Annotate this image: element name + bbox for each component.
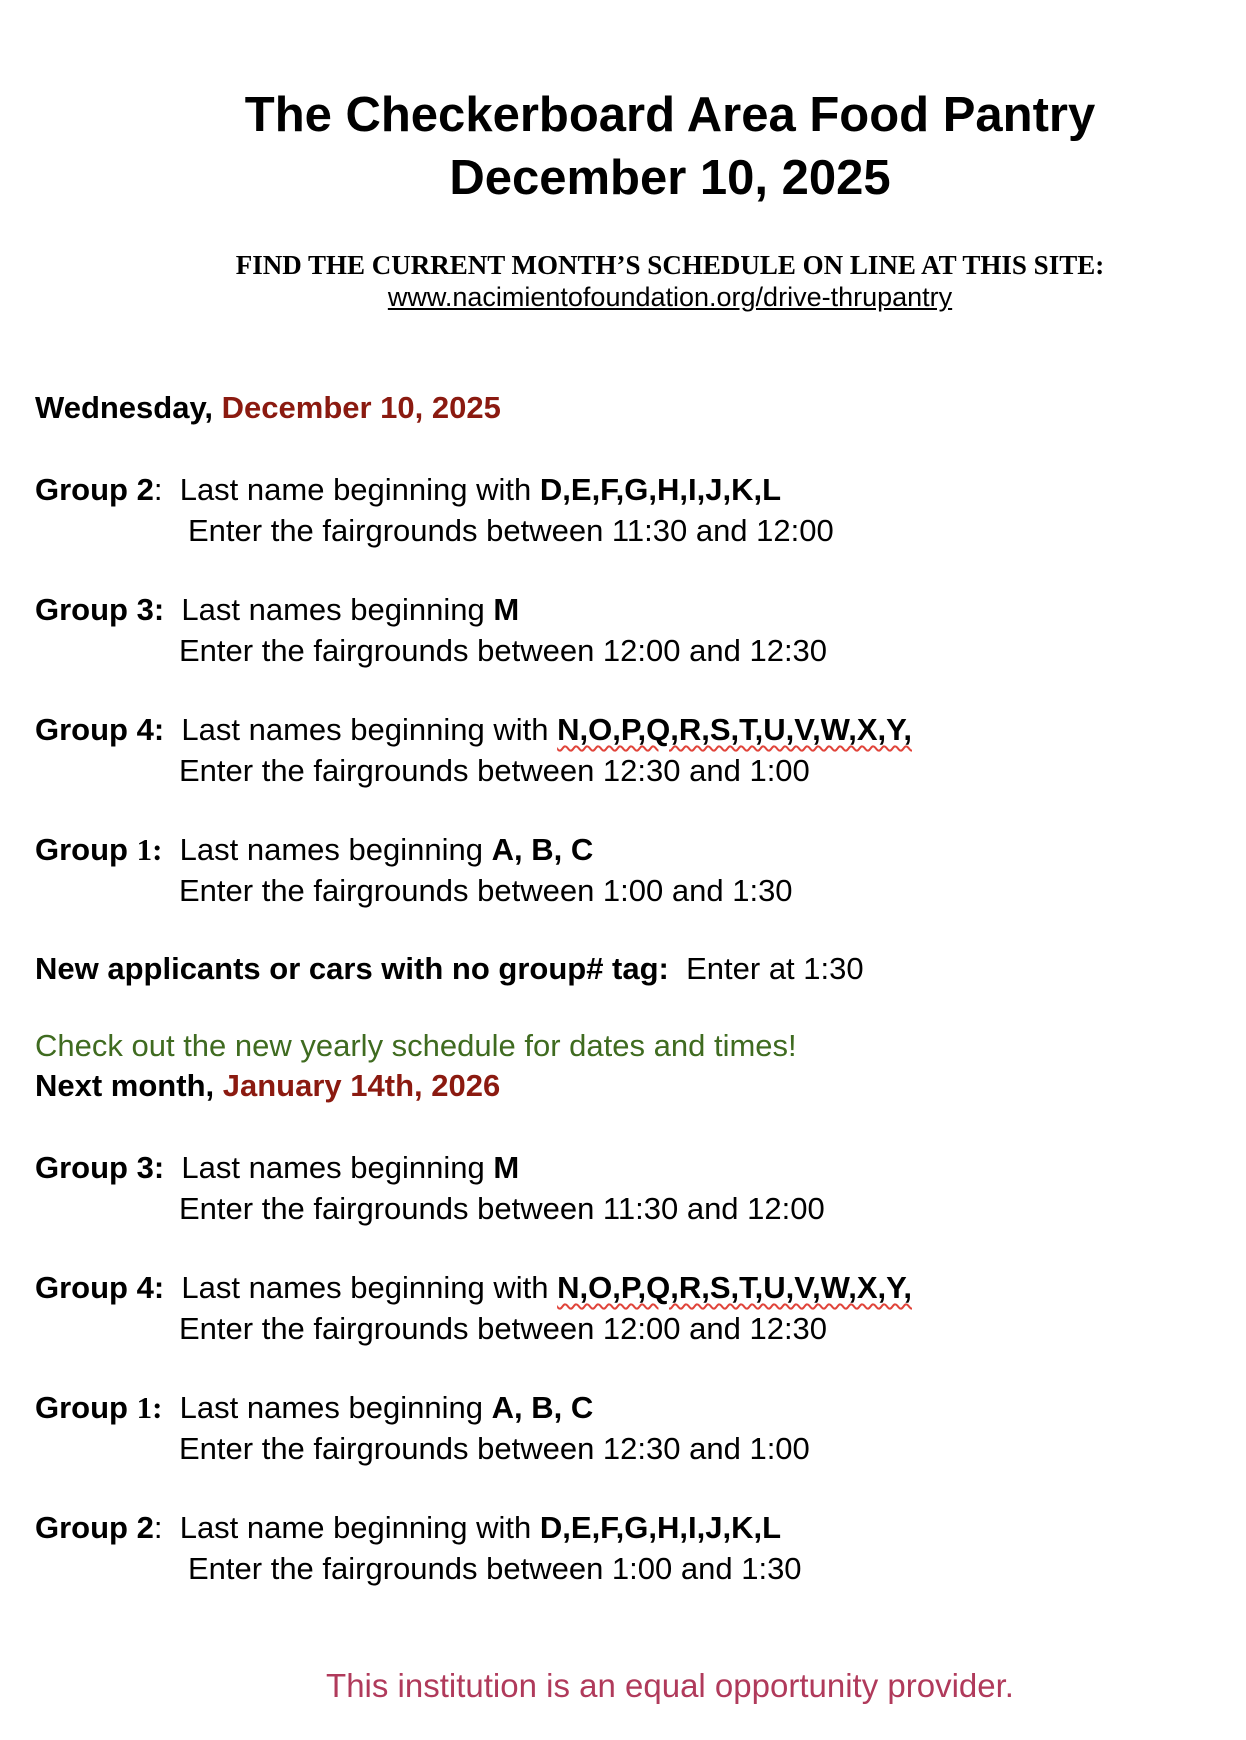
yearly-schedule-note: Check out the new yearly schedule for dates and times! (35, 1028, 797, 1063)
schedule-site-label: FIND THE CURRENT MONTH’S SCHEDULE ON LINE AT THIS SITE: (235, 250, 1105, 280)
group-desc: Last names beginning with (181, 1270, 558, 1305)
group-letters: M (493, 592, 520, 627)
current-date: December 10, 2025 (221, 390, 501, 425)
group-label-number: 1: (136, 1390, 163, 1425)
next-group-1-time: Enter the fairgrounds between 12:30 and 1:00 (179, 1431, 810, 1466)
schedule-site-url[interactable]: www.nacimientofoundation.org/drive-thrupantry (387, 282, 953, 312)
group-letters: A, B, C (491, 832, 594, 867)
next-group-2: Group 2: Last name beginning with D,E,F,G,H,I,J,K,L (35, 1510, 782, 1545)
page-title: The Checkerboard Area Food Pantry (244, 88, 1096, 142)
group-label-word: Group (35, 832, 137, 867)
current-weekday: Wednesday, (35, 390, 214, 425)
group-desc: Last names beginning (181, 592, 494, 627)
next-group-2-time: Enter the fairgrounds between 1:00 and 1:30 (188, 1551, 802, 1586)
next-month-heading (35, 1066, 500, 1106)
current-group-4-time: Enter the fairgrounds between 12:30 and 1:00 (179, 753, 810, 788)
next-month-date: January 14th, 2026 (222, 1068, 501, 1103)
current-group-2-time: Enter the fairgrounds between 11:30 and 12:00 (188, 513, 834, 548)
group-desc: Last name beginning with (179, 1510, 540, 1545)
next-group-1 (35, 1388, 593, 1428)
group-letters: D,E,F,G,H,I,J,K,L (539, 1510, 782, 1545)
group-letters: N,O,P,Q,R,S,T,U,V,W,X,Y, (557, 1270, 912, 1305)
current-group-2: Group 2: Last name beginning with D,E,F,G,H,I,J,K,L (35, 472, 782, 507)
next-group-3-time: Enter the fairgrounds between 11:30 and 12:00 (179, 1191, 825, 1226)
group-desc: Last names beginning (179, 832, 492, 867)
page-date: December 10, 2025 (449, 151, 891, 205)
schedule-site-link[interactable] (0, 280, 1246, 314)
group-label-number: 1: (136, 832, 163, 867)
group-letters: M (493, 1150, 520, 1185)
group-label: Group 2 (35, 472, 154, 507)
group-letters: D,E,F,G,H,I,J,K,L (539, 472, 782, 507)
new-applicants-label: New applicants or cars with no group# tag: (35, 951, 669, 986)
group-desc: Last name beginning with (179, 472, 540, 507)
group-label: Group 3: (35, 592, 165, 627)
next-group-4-time: Enter the fairgrounds between 12:00 and 12:30 (179, 1311, 828, 1346)
current-group-1 (35, 830, 593, 870)
current-group-3 (35, 590, 519, 630)
current-group-3-time: Enter the fairgrounds between 12:00 and 12:30 (179, 633, 828, 668)
current-group-1-time: Enter the fairgrounds between 1:00 and 1:30 (179, 873, 793, 908)
group-desc: Last names beginning (181, 1150, 494, 1185)
new-applicants-value: Enter at 1:30 (686, 951, 864, 986)
next-month-label: Next month, (35, 1068, 215, 1103)
group-desc: Last names beginning (179, 1390, 492, 1425)
group-letters: A, B, C (491, 1390, 594, 1425)
group-label: Group 4: (35, 712, 165, 747)
group-label: Group 3: (35, 1150, 165, 1185)
group-label: Group 4: (35, 1270, 165, 1305)
current-date-heading (35, 388, 501, 428)
new-applicants (35, 949, 864, 989)
group-letters: N,O,P,Q,R,S,T,U,V,W,X,Y, (557, 712, 912, 747)
group-desc: Last names beginning with (181, 712, 558, 747)
current-group-4 (35, 710, 912, 750)
group-label-word: Group (35, 1390, 137, 1425)
equal-opportunity-statement: This institution is an equal opportunity provider. (326, 1667, 1014, 1704)
next-group-4 (35, 1268, 912, 1308)
next-group-3 (35, 1148, 519, 1188)
group-label: Group 2 (35, 1510, 154, 1545)
